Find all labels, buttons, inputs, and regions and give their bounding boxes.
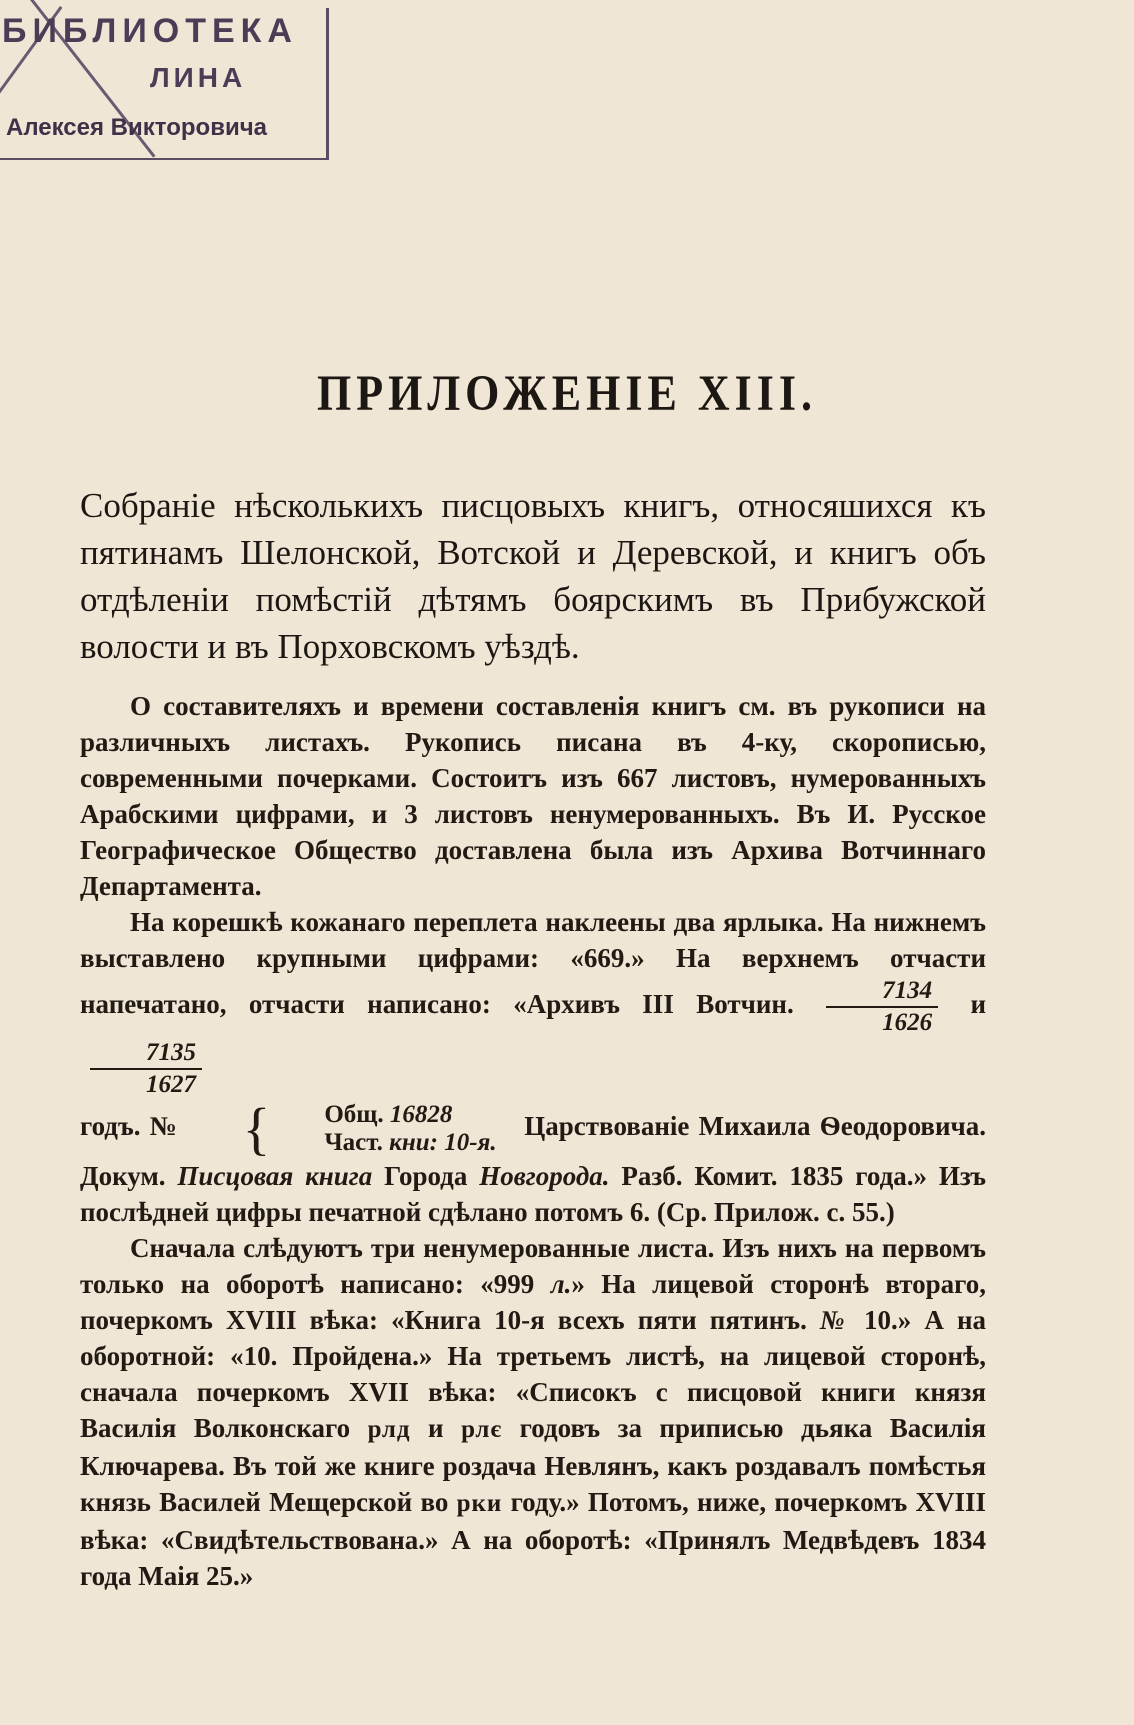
paragraph-2: На корешкѣ кожанаго переплета наклеены два ярлыка. На нижнемъ выставлено крупными цифрами: «669.» На верхнемъ отчасти напечатано, отчасти написано: «Архивъ III Вотчин. $\frac{7134}{1626}$ и $\frac{7135}{1627}$ годъ. № { Общ. 16828 Част. кни: 10-я. Царствованіе Михаила Ѳеодоровича. Докум. Писцовая книга Города Новгорода. Разб. Комит. 1835 года.» Изъ послѣдней цифры печатной сдѣлано потомъ 6. (Ср. Прилож. с. 55.) bbox=[80, 907, 987, 1227]
page-title: ПРИЛОЖЕНІЕ XIII. bbox=[317, 365, 817, 422]
number-brace: { Общ. 16828 Част. кни: 10-я. bbox=[242, 1096, 497, 1161]
p2-god: годъ. № bbox=[80, 1111, 180, 1142]
stamp-line-3: Алексея Викторовича bbox=[6, 114, 267, 141]
library-stamp bbox=[0, 0, 338, 160]
paragraph-1: О составителяхъ и времени составленія книгъ см. въ рукописи на различныхъ листахъ. Рукопись писана въ 4-ку, скорописью, современными почерками. Состоитъ изъ 667 листовъ, нумерованныхъ Арабскими цифрами, и 3 листовъ ненумерованныхъ. Въ И. Русское Географическое Общество доставлена была изъ Архива Вотчиннаго Департамента. bbox=[80, 691, 986, 901]
body-text bbox=[80, 688, 986, 1594]
paragraph-3: Сначала слѣдуютъ три ненумерованные листа. Изъ нихъ на первомъ только на оборотѣ написано: «999 л.» На лицевой сторонѣ втораго, почеркомъ XVIII вѣка: «Книга 10-я всехъ пяти пятинъ. № 10.» А на оборотной: «10. Пройдена.» На третьемъ листѣ, на лицевой сторонѣ, сначала почеркомъ XVII вѣка: «Списокъ с писцовой книги князя Василія Волконскаго рлд и рлє годовъ за приписью дьяка Василія Ключарева. Въ той же книге роздача Невлянъ, какъ роздавалъ помѣстья князь Василей Мещерской во рки году.» Потомъ, ниже, почеркомъ XVIII вѣка: «Свидѣтельствована.» А на оборотѣ: «Принялъ Медвѣдевъ 1834 года Маія 25.» bbox=[80, 1233, 987, 1591]
stamp-line-2: ЛИНА bbox=[150, 62, 247, 93]
stamp-line-1: БИБЛИОТЕКА bbox=[2, 12, 298, 50]
fraction-2: $\frac{7135}{1627}$ bbox=[90, 1038, 202, 1100]
p2-lead: На корешкѣ кожанаго переплета наклеены два ярлыка. На нижнемъ выставлено крупными цифрами: «669.» На верхнемъ отчасти напечатано, отчасти написано: «Архивъ III Вотчин. bbox=[80, 907, 986, 1020]
subtitle: Собраніе нѣсколькихъ писцовыхъ книгъ, относяшихся къ пятинамъ Шелонской, Вотской и Деревской, и книгъ объ отдѣленіи помѣстій дѣтямъ боярскимъ въ Прибужской волости и въ Порховскомъ уѣздѣ. bbox=[80, 486, 986, 666]
p2-reign: Царствованіе Михаила Ѳеодоровича. bbox=[524, 1111, 987, 1142]
fraction-1: $\frac{7134}{1626}$ bbox=[826, 976, 938, 1038]
